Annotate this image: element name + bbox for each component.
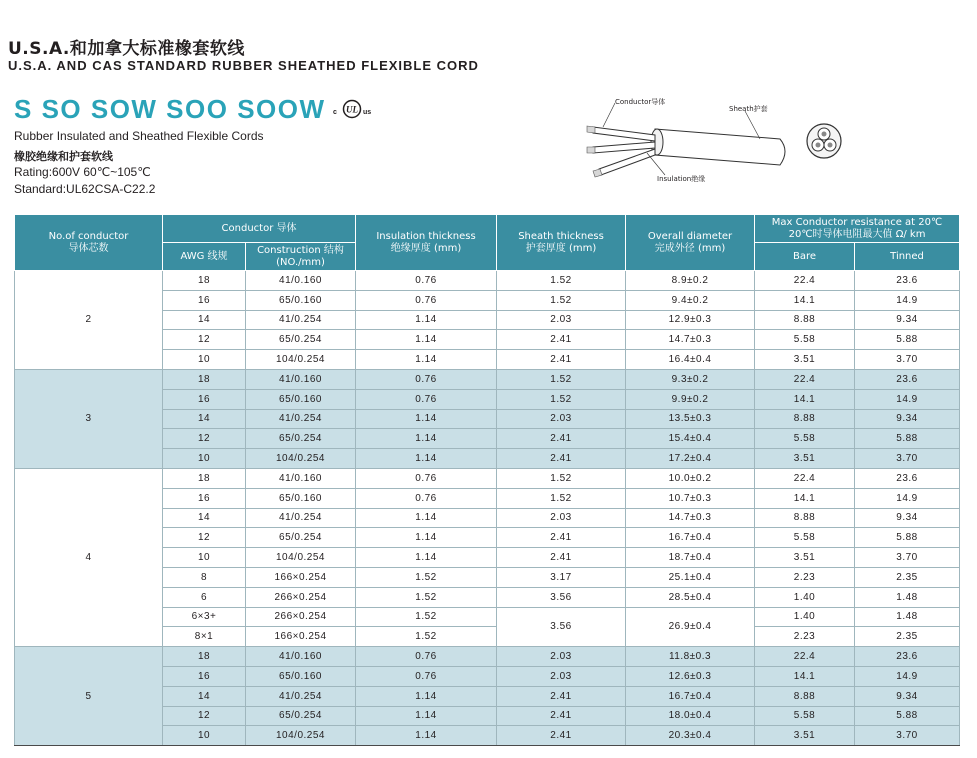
construction-cell: 65/0.254 [246,706,356,726]
bare-resistance-cell: 8.88 [755,409,855,429]
tinned-resistance-cell: 14.9 [855,290,960,310]
awg-cell: 14 [163,686,246,706]
awg-cell: 6 [163,587,246,607]
awg-cell: 12 [163,706,246,726]
tinned-resistance-cell: 2.35 [855,627,960,647]
tinned-resistance-cell: 2.35 [855,567,960,587]
bare-resistance-cell: 5.58 [755,429,855,449]
bare-resistance-cell: 14.1 [755,666,855,686]
construction-cell: 41/0.254 [246,409,356,429]
header-conductor: Conductor 导体 [163,215,356,243]
header-tinned: Tinned [855,243,960,271]
construction-cell: 104/0.254 [246,726,356,746]
page-title-cn: U.S.A.和加拿大标准橡套软线 [8,39,245,59]
overall-diameter-cell: 18.7±0.4 [626,548,755,568]
sheath-cell: 2.03 [497,310,626,330]
bare-resistance-cell: 2.23 [755,627,855,647]
tinned-resistance-cell: 14.9 [855,488,960,508]
overall-diameter-cell: 18.0±0.4 [626,706,755,726]
awg-cell: 16 [163,290,246,310]
awg-cell: 16 [163,488,246,508]
insulation-cell: 1.14 [356,330,497,350]
sheath-cell: 2.03 [497,409,626,429]
sheath-cell: 2.41 [497,330,626,350]
awg-cell: 6×3+ [163,607,246,627]
overall-diameter-cell: 9.9±0.2 [626,389,755,409]
sheath-cell: 2.41 [497,548,626,568]
insulation-cell: 0.76 [356,389,497,409]
bare-resistance-cell: 22.4 [755,369,855,389]
header-construction: Construction 结构 (NO./mm) [246,243,356,271]
cable-cross-section-icon [805,122,843,160]
awg-cell: 14 [163,310,246,330]
overall-diameter-cell: 14.7±0.3 [626,330,755,350]
bare-resistance-cell: 5.58 [755,330,855,350]
sheath-cell: 1.52 [497,369,626,389]
sheath-cell: 3.56 [497,607,626,647]
header-bare: Bare [755,243,855,271]
construction-cell: 41/0.160 [246,468,356,488]
header-overall-diameter: Overall diameter 完成外径 (mm) [626,215,755,271]
tinned-resistance-cell: 14.9 [855,666,960,686]
construction-cell: 41/0.160 [246,647,356,667]
construction-cell: 166×0.254 [246,627,356,647]
bare-resistance-cell: 14.1 [755,488,855,508]
cable-models: S SO SOW SOO SOOW [14,94,326,124]
tinned-resistance-cell: 1.48 [855,607,960,627]
tinned-resistance-cell: 23.6 [855,468,960,488]
insulation-cell: 0.76 [356,369,497,389]
construction-cell: 65/0.254 [246,528,356,548]
overall-diameter-cell: 12.9±0.3 [626,310,755,330]
bare-resistance-cell: 1.40 [755,587,855,607]
construction-cell: 65/0.160 [246,488,356,508]
tinned-resistance-cell: 9.34 [855,409,960,429]
sheath-cell: 1.52 [497,468,626,488]
insulation-cell: 1.14 [356,310,497,330]
overall-diameter-cell: 11.8±0.3 [626,647,755,667]
insulation-cell: 1.14 [356,706,497,726]
sheath-cell: 2.41 [497,528,626,548]
awg-cell: 14 [163,409,246,429]
insulation-cell: 0.76 [356,488,497,508]
tinned-resistance-cell: 1.48 [855,587,960,607]
tinned-resistance-cell: 3.70 [855,548,960,568]
insulation-cell: 1.14 [356,409,497,429]
awg-cell: 18 [163,271,246,291]
insulation-cell: 1.14 [356,508,497,528]
bare-resistance-cell: 22.4 [755,647,855,667]
tinned-resistance-cell: 3.70 [855,726,960,746]
insulation-cell: 1.52 [356,607,497,627]
awg-cell: 10 [163,449,246,469]
insulation-cell: 1.14 [356,686,497,706]
page-title-en: U.S.A. AND CAS STANDARD RUBBER SHEATHED FLEXIBLE CORD [8,58,479,73]
bare-resistance-cell: 22.4 [755,271,855,291]
bare-resistance-cell: 14.1 [755,389,855,409]
overall-diameter-cell: 25.1±0.4 [626,567,755,587]
construction-cell: 41/0.160 [246,369,356,389]
sheath-label: Sheath护套 [729,105,768,113]
awg-cell: 12 [163,528,246,548]
insulation-cell: 1.52 [356,567,497,587]
construction-cell: 104/0.254 [246,548,356,568]
awg-cell: 16 [163,389,246,409]
overall-diameter-cell: 9.3±0.2 [626,369,755,389]
awg-cell: 10 [163,548,246,568]
awg-cell: 10 [163,726,246,746]
construction-cell: 266×0.254 [246,587,356,607]
insulation-cell: 0.76 [356,666,497,686]
table-row [15,271,960,291]
tinned-resistance-cell: 5.88 [855,528,960,548]
sheath-cell: 2.41 [497,726,626,746]
overall-diameter-cell: 26.9±0.4 [626,607,755,647]
construction-cell: 65/0.160 [246,389,356,409]
table-row [15,647,960,667]
cable-structure-diagram [585,95,815,190]
tinned-resistance-cell: 23.6 [855,647,960,667]
header-max-resistance: Max Conductor resistance at 20℃ 20℃时导体电阻最大值 Ω/ km [755,215,960,243]
sheath-cell: 2.41 [497,350,626,370]
awg-cell: 18 [163,468,246,488]
header-insulation: Insulation thickness 绝缘厚度 (mm) [356,215,497,271]
awg-cell: 12 [163,429,246,449]
ul-c-text: c [333,109,337,116]
construction-cell: 266×0.254 [246,607,356,627]
insulation-cell: 1.14 [356,429,497,449]
awg-cell: 10 [163,350,246,370]
insulation-cell: 1.14 [356,350,497,370]
awg-cell: 18 [163,369,246,389]
insulation-cell: 1.14 [356,548,497,568]
bare-resistance-cell: 3.51 [755,548,855,568]
bare-resistance-cell: 5.58 [755,706,855,726]
overall-diameter-cell: 9.4±0.2 [626,290,755,310]
description-cn: 橡胶绝缘和护套软线 [14,150,113,163]
sheath-cell: 2.03 [497,647,626,667]
tinned-resistance-cell: 9.34 [855,310,960,330]
construction-cell: 65/0.160 [246,666,356,686]
sheath-cell: 3.17 [497,567,626,587]
sheath-cell: 2.41 [497,429,626,449]
insulation-cell: 0.76 [356,290,497,310]
tinned-resistance-cell: 5.88 [855,429,960,449]
tinned-resistance-cell: 9.34 [855,508,960,528]
construction-cell: 41/0.254 [246,508,356,528]
rating-text: Rating:600V 60℃~105℃ [14,165,151,179]
insulation-label: Insulation绝缘 [657,175,706,183]
sheath-cell: 1.52 [497,271,626,291]
awg-cell: 8 [163,567,246,587]
tinned-resistance-cell: 14.9 [855,389,960,409]
overall-diameter-cell: 8.9±0.2 [626,271,755,291]
insulation-cell: 0.76 [356,468,497,488]
sheath-cell: 1.52 [497,389,626,409]
sheath-cell: 1.52 [497,290,626,310]
sheath-cell: 2.41 [497,686,626,706]
table-row [15,468,960,488]
bare-resistance-cell: 3.51 [755,726,855,746]
sheath-cell: 2.41 [497,706,626,726]
tinned-resistance-cell: 3.70 [855,449,960,469]
bare-resistance-cell: 14.1 [755,290,855,310]
overall-diameter-cell: 16.7±0.4 [626,686,755,706]
bare-resistance-cell: 3.51 [755,449,855,469]
header-awg: AWG 线规 [163,243,246,271]
overall-diameter-cell: 13.5±0.3 [626,409,755,429]
insulation-cell: 1.52 [356,627,497,647]
construction-cell: 104/0.254 [246,449,356,469]
conductor-label: Conductor导体 [615,98,666,106]
conductor-count-cell: 2 [15,271,163,370]
insulation-cell: 1.14 [356,449,497,469]
tinned-resistance-cell: 23.6 [855,369,960,389]
tinned-resistance-cell: 5.88 [855,706,960,726]
sheath-cell: 3.56 [497,587,626,607]
overall-diameter-cell: 14.7±0.3 [626,508,755,528]
header-no-conductor: No.of conductor 导体芯数 [15,215,163,271]
construction-cell: 41/0.254 [246,686,356,706]
construction-cell: 166×0.254 [246,567,356,587]
bare-resistance-cell: 1.40 [755,607,855,627]
ul-certification-logo [333,99,385,119]
tinned-resistance-cell: 3.70 [855,350,960,370]
awg-cell: 16 [163,666,246,686]
spec-table-body [15,271,960,746]
insulation-cell: 0.76 [356,647,497,667]
construction-cell: 41/0.254 [246,310,356,330]
conductor-count-cell: 3 [15,369,163,468]
bare-resistance-cell: 22.4 [755,468,855,488]
sheath-cell: 1.52 [497,488,626,508]
insulation-cell: 1.52 [356,587,497,607]
insulation-cell: 1.14 [356,528,497,548]
conductor-count-cell: 5 [15,647,163,746]
sheath-cell: 2.03 [497,508,626,528]
insulation-cell: 0.76 [356,271,497,291]
bare-resistance-cell: 8.88 [755,686,855,706]
overall-diameter-cell: 16.4±0.4 [626,350,755,370]
construction-cell: 104/0.254 [246,350,356,370]
insulation-cell: 1.14 [356,726,497,746]
construction-cell: 65/0.160 [246,290,356,310]
construction-cell: 41/0.160 [246,271,356,291]
overall-diameter-cell: 10.0±0.2 [626,468,755,488]
construction-cell: 65/0.254 [246,330,356,350]
sheath-cell: 2.03 [497,666,626,686]
overall-diameter-cell: 17.2±0.4 [626,449,755,469]
conductor-count-cell: 4 [15,468,163,646]
bare-resistance-cell: 8.88 [755,508,855,528]
overall-diameter-cell: 28.5±0.4 [626,587,755,607]
tinned-resistance-cell: 9.34 [855,686,960,706]
awg-cell: 18 [163,647,246,667]
cord-spec-table [14,214,960,746]
bare-resistance-cell: 2.23 [755,567,855,587]
overall-diameter-cell: 10.7±0.3 [626,488,755,508]
bare-resistance-cell: 3.51 [755,350,855,370]
overall-diameter-cell: 15.4±0.4 [626,429,755,449]
overall-diameter-cell: 20.3±0.4 [626,726,755,746]
awg-cell: 8×1 [163,627,246,647]
tinned-resistance-cell: 5.88 [855,330,960,350]
description-en: Rubber Insulated and Sheathed Flexible Cords [14,129,264,143]
bare-resistance-cell: 5.58 [755,528,855,548]
standard-text: Standard:UL62CSA-C22.2 [14,182,156,196]
overall-diameter-cell: 16.7±0.4 [626,528,755,548]
ul-center-text: UL [346,104,358,115]
awg-cell: 12 [163,330,246,350]
awg-cell: 14 [163,508,246,528]
overall-diameter-cell: 12.6±0.3 [626,666,755,686]
construction-cell: 65/0.254 [246,429,356,449]
tinned-resistance-cell: 23.6 [855,271,960,291]
header-sheath: Sheath thickness 护套厚度 (mm) [497,215,626,271]
sheath-cell: 2.41 [497,449,626,469]
ul-us-text: us [363,109,372,116]
bare-resistance-cell: 8.88 [755,310,855,330]
table-row [15,369,960,389]
